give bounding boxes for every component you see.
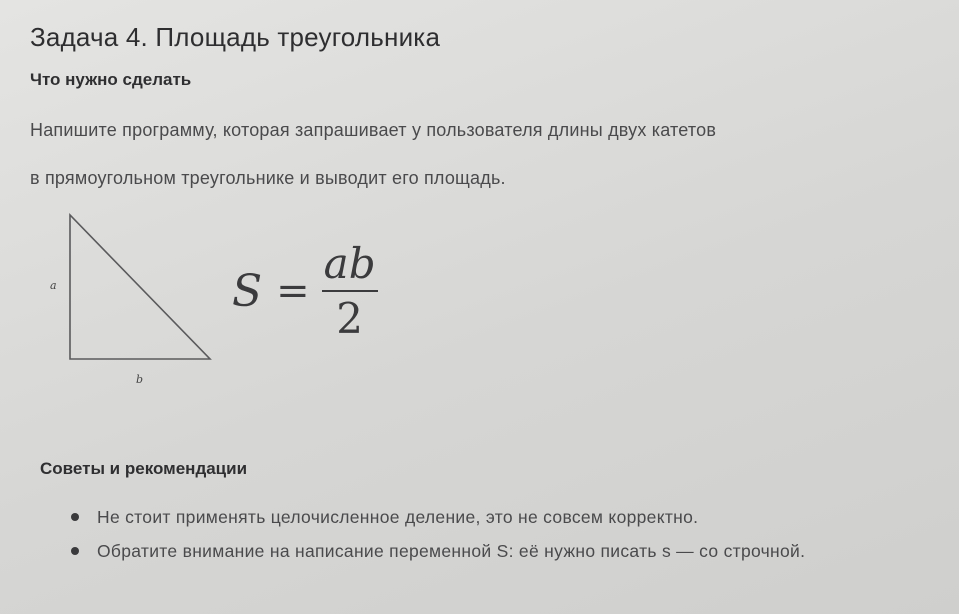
formula-fraction-bar [322, 290, 378, 292]
section-heading-what-to-do: Что нужно сделать [30, 70, 192, 89]
section-heading-tips: Советы и рекомендации [40, 459, 248, 478]
side-a-label: a [50, 279, 57, 292]
formula-denominator: 2 [336, 294, 363, 343]
formula-fraction [320, 240, 380, 342]
page-title: Задача 4. Площадь треугольника [30, 22, 441, 52]
list-item [66, 539, 805, 573]
task-description-line-2: в прямоугольном треугольнике и выводит его площадь. [30, 168, 506, 188]
tips-list [66, 505, 805, 573]
tip-text: Обратите внимание на написание переменной S: её нужно писать s — со строчной. [97, 541, 806, 561]
right-triangle-figure [40, 205, 240, 390]
side-b-label: b [136, 373, 144, 386]
formula-area-symbol: S [232, 265, 263, 317]
formula-numerator: ab [323, 239, 376, 288]
bullet-icon [71, 513, 79, 521]
task-description-line-1: Напишите программу, которая запрашивает у пользователя длины двух катетов [30, 120, 717, 140]
area-formula [232, 240, 380, 342]
list-item [66, 505, 805, 539]
formula-equals-sign: = [276, 268, 310, 314]
bullet-icon [71, 547, 79, 555]
tip-text: Не стоит применять целочисленное деление, это не совсем корректно. [97, 507, 699, 527]
triangle-shape [70, 215, 210, 359]
